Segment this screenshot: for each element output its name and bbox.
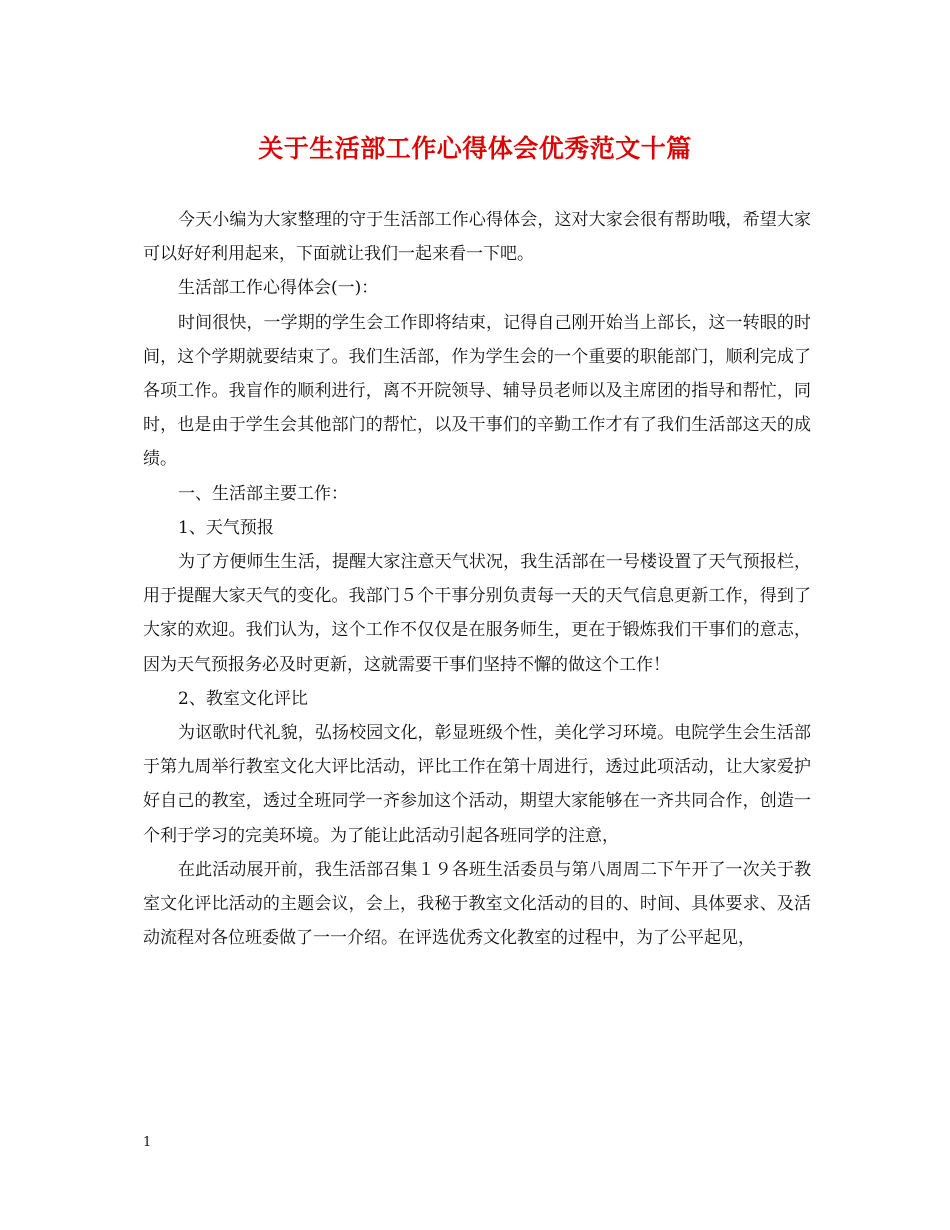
paragraph: 为讴歌时代礼貌，弘扬校园文化，彰显班级个性，美化学习环境。电院学生会生活部于第九周举行教室文化大评比活动，评比工作在第十周进行，透过此项活动，让大家爱护好自己的教室，透过全班同学一齐参加这个活动，期望大家能够在一齐共同合作，创造一个利于学习的完美环境。为了能让此活动引起各班同学的注意，	[143, 723, 811, 846]
section-heading: 一、生活部主要工作：	[178, 483, 348, 504]
paragraph: 今天小编为大家整理的守于生活部工作心得体会，这对大家会很有帮助哦，希望大家可以好好利用起来，下面就让我们一起来看一下吧。	[143, 210, 811, 265]
document-body	[143, 203, 811, 955]
document-title: 关于生活部工作心得体会优秀范文十篇	[258, 134, 692, 163]
paragraph: 时间很快，一学期的学生会工作即将结束，记得自己刚开始当上部长，这一转眼的时间，这个学期就要结束了。我们生活部，作为学生会的一个重要的职能部门，顺利完成了各项工作。我盲作的顺利进行，离不开院领导、辅导员老师以及主席团的指导和帮忙，同时，也是由于学生会其他部门的帮忙，以及干事们的辛勤工作才有了我们生活部这天的成绩。	[143, 312, 811, 470]
page-number: 1	[143, 1135, 152, 1150]
subsection-heading: 1、天气预报	[178, 517, 274, 538]
subsection-heading: 2、教室文化评比	[178, 688, 308, 709]
paragraph: 在此活动展开前，我生活部召集１９各班生活委员与第八周周二下午开了一次关于教室文化评比活动的主题会议，会上，我秘于教室文化活动的目的、时间、具体要求、及活动流程对各位班委做了一一介绍。在评选优秀文化教室的过程中，为了公平起见，	[143, 859, 811, 949]
paragraph: 为了方便师生生活，提醒大家注意天气状况，我生活部在一号楼设置了天气预报栏，用于提醒大家天气的变化。我部门５个干事分别负责每一天的天气信息更新工作，得到了大家的欢迎。我们认为，这个工作不仅仅是在服务师生，更在于锻炼我们干事们的意志，因为天气预报务必及时更新，这就需要干事们坚持不懈的做这个工作！	[143, 552, 811, 675]
section-heading: 生活部工作心得体会(一)：	[178, 278, 379, 299]
